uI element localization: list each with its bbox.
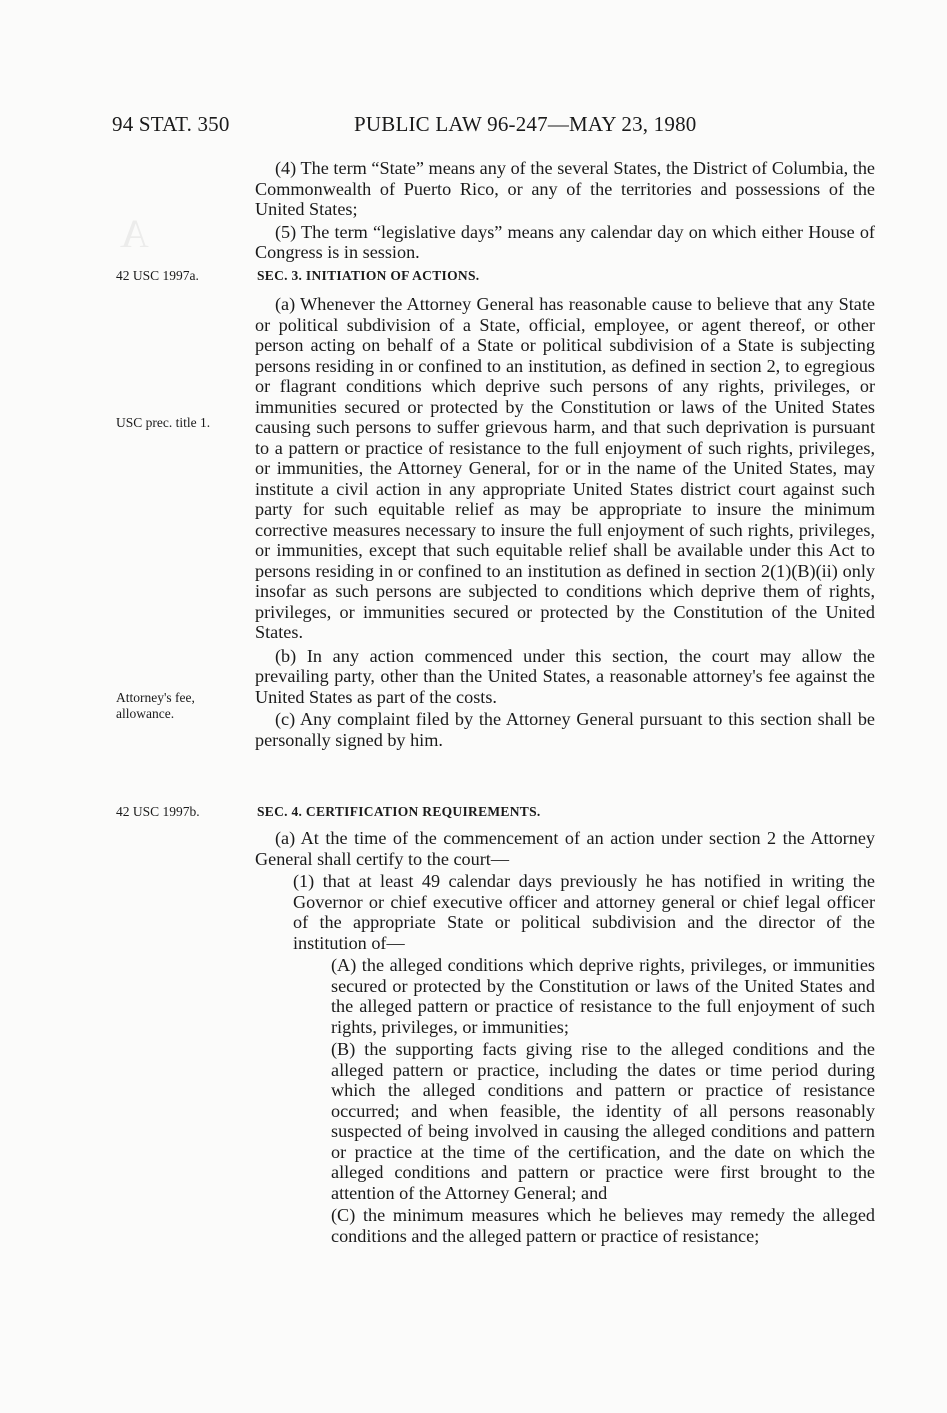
law-title: PUBLIC LAW 96-247—MAY 23, 1980 xyxy=(354,112,697,136)
margin-note-42-usc-1997b: 42 USC 1997b. xyxy=(116,804,200,819)
section-4-paragraph-1: (1) that at least 49 calendar days previously he has notified in writing the Governor or chief executive officer and attorney general or chief legal officer of the appropriate State or political subdivision and the director of the institution of— xyxy=(293,871,875,953)
section-4-subparagraph-a: (A) the alleged conditions which deprive rights, privileges, or immunities secured or protected by the Constitution or laws of the United States and the alleged pattern or practice of resistance to the full enjoyment of such rights, privileges, or immunities; xyxy=(331,955,875,1037)
section-4-subsection-a: (a) At the time of the commencement of an action under section 2 the Attorney General shall certify to the court— xyxy=(255,828,875,869)
section-4-subparagraph-b: (B) the supporting facts giving rise to the alleged conditions and the alleged pattern or practice, including the dates or time period during which the alleged conditions and pattern or practice of resistance occurred; and when feasible, the identity of all persons reasonably suspected of being involved in causing the alleged conditions and pattern or practice at the time of the certification, and the date on which the alleged conditions and pattern or practice were first brought to the attention of the Attorney General; and xyxy=(331,1039,875,1203)
section-4-body xyxy=(255,828,875,1246)
definition-paragraph-4: (4) The term “State” means any of the several States, the District of Columbia, the Commonwealth of Puerto Rico, or any of the territories and possessions of the United States; xyxy=(255,158,875,219)
bleed-through: A xyxy=(120,211,149,256)
margin-note-line: allowance. xyxy=(116,706,175,721)
margin-note-42-usc-1997a: 42 USC 1997a. xyxy=(116,268,199,283)
definition-paragraph-5: (5) The term “legislative days” means any calendar day on which either House of Congress is in session. xyxy=(255,221,875,262)
margin-note-attorneys-fee xyxy=(116,690,244,722)
page-reference: 94 STAT. 350 xyxy=(112,112,230,136)
section-3-subsection-c: (c) Any complaint filed by the Attorney General pursuant to this section shall be personally signed by him. xyxy=(255,709,875,750)
margin-note-usc-prec-title-1: USC prec. title 1. xyxy=(116,415,211,430)
section-4-heading: SEC. 4. CERTIFICATION REQUIREMENTS. xyxy=(257,804,541,819)
section-3-heading: SEC. 3. INITIATION OF ACTIONS. xyxy=(257,268,480,283)
page-header xyxy=(112,112,757,142)
definitions-block xyxy=(255,158,875,263)
section-3-subsection-a: (a) Whenever the Attorney General has reasonable cause to believe that any State or political subdivision of a State, official, employee, or agent thereof, or other person acting on behalf of a State or political subdivision of a State is subjecting persons residing in or confined to an institution, as defined in section 2, to egregious or flagrant conditions which deprive such persons of any rights, privileges, or immunities secured or protected by the Constitution or laws of the United States causing such persons to suffer grievous harm, and that such deprivation is pursuant to a pattern or practice of resistance to the full enjoyment of such rights, privileges, or immunities, the Attorney General, for or in the name of the United States, may institute a civil action in any appropriate United States district court against such party for such equitable relief as may be appropriate to insure the minimum corrective measures necessary to insure the full enjoyment of such rights, privileges, or immunities, except that such equitable relief shall be available under this Act to persons residing in or confined to an institution as defined in section 2(1)(B)(ii) only insofar as such persons are subjected to conditions which deprive them of rights, privileges, or immunities secured or protected by the Constitution of the United States. xyxy=(255,294,875,642)
section-4-subparagraph-c: (C) the minimum measures which he believes may remedy the alleged conditions and the alleged pattern or practice of resistance; xyxy=(331,1205,875,1246)
margin-note-line: Attorney's fee, xyxy=(116,690,195,705)
section-3-body xyxy=(255,294,875,750)
section-3-subsection-b: (b) In any action commenced under this section, the court may allow the prevailing party, other than the United States, a reasonable attorney's fee against the United States as part of the costs. xyxy=(255,645,875,707)
